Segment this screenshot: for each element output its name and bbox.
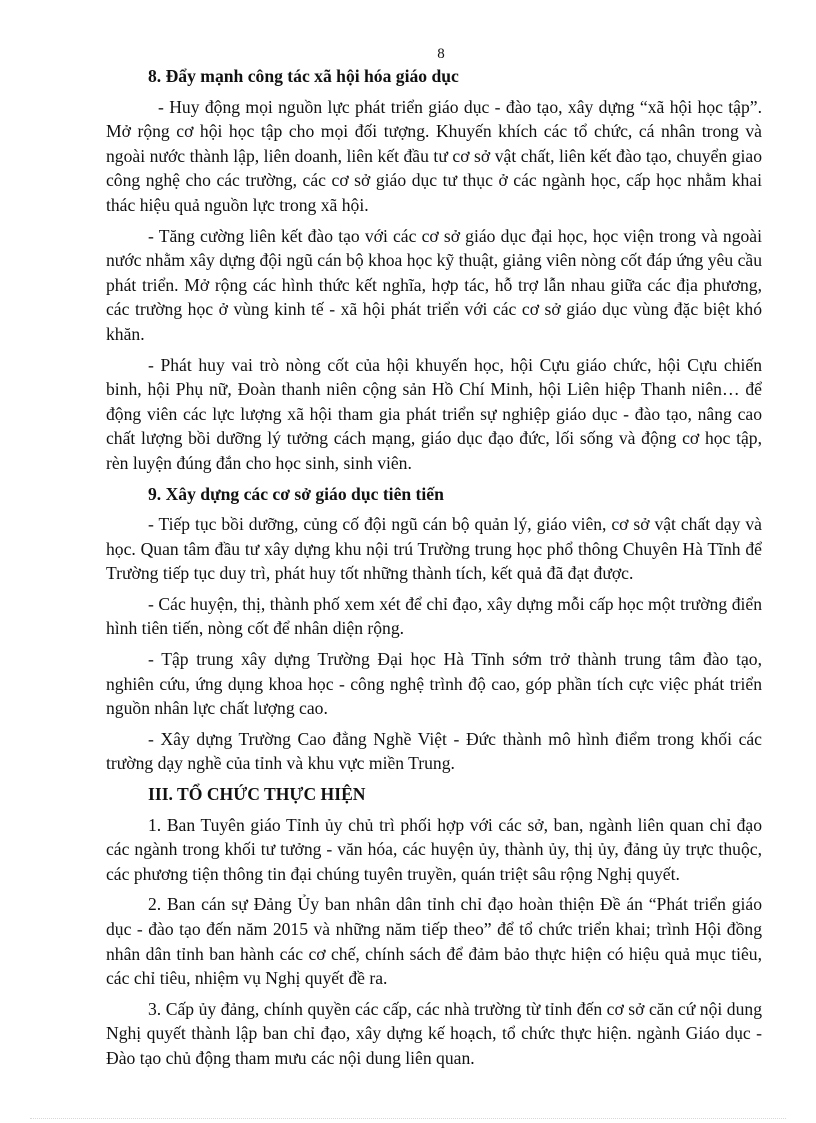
- paragraph: - Phát huy vai trò nòng cốt của hội khuyến học, hội Cựu giáo chức, hội Cựu chiến binh, hội Phụ nữ, Đoàn thanh niên cộng sản Hồ Chí Minh, hội Liên hiệp Thanh niên… để động viên các lực lượng xã hội tham gia phát triển sự nghiệp giáo dục - đào tạo, nâng cao chất lượng bồi dưỡng lý tưởng cách mạng, giáo dục đạo đức, lối sống và động cơ học tập, rèn luyện đúng đắn cho học sinh, sinh viên.: [106, 354, 762, 473]
- page-bottom-border: [30, 1118, 786, 1119]
- paragraph: 2. Ban cán sự Đảng Ủy ban nhân dân tỉnh chỉ đạo hoàn thiện Đề án “Phát triển giáo dục - đào tạo đến năm 2015 và những năm tiếp theo” để tổ chức triển khai; trình Hội đồng nhân dân tỉnh ban hành các cơ chế, chính sách để đảm bảo thực hiện có hiệu quả mục tiêu, các chỉ tiêu, nhiệm vụ Nghị quyết đề ra.: [106, 894, 762, 989]
- paragraph: - Các huyện, thị, thành phố xem xét để chỉ đạo, xây dựng mỗi cấp học một trường điển hình tiên tiến, nòng cốt để nhân diện rộng.: [106, 593, 762, 639]
- document-page: [106, 44, 762, 1077]
- paragraph: 3. Cấp ủy đảng, chính quyền các cấp, các nhà trường từ tỉnh đến cơ sở căn cứ nội dung Nghị quyết thành lập ban chỉ đạo, xây dựng kế hoạch, tổ chức thực hiện. ngành Giáo dục - Đào tạo chủ động tham mưu các nội dung liên quan.: [106, 998, 762, 1068]
- section-heading-advanced-schools: 9. Xây dựng các cơ sở giáo dục tiên tiến: [148, 483, 444, 504]
- paragraph: - Huy động mọi nguồn lực phát triển giáo dục - đào tạo, xây dựng “xã hội học tập”. Mở rộng cơ hội học tập cho mọi đối tượng. Khuyến khích các tổ chức, cá nhân trong và ngoài nước thành lập, liên doanh, liên kết đầu tư cơ sở vật chất, liên kết đào tạo, chuyển giao công nghệ cho các trường, các cơ sở giáo dục tư thục ở các ngành học, cấp học nhằm khai thác hiệu quả nguồn lực trong xã hội.: [106, 96, 762, 215]
- paragraph: - Tiếp tục bồi dưỡng, củng cố đội ngũ cán bộ quản lý, giáo viên, cơ sở vật chất dạy và học. Quan tâm đầu tư xây dựng khu nội trú Trường trung học phổ thông Chuyên Hà Tĩnh để Trường tiếp tục duy trì, phát huy tốt những thành tích, kết quả đã đạt được.: [106, 514, 762, 584]
- paragraph: - Tập trung xây dựng Trường Đại học Hà Tĩnh sớm trở thành trung tâm đào tạo, nghiên cứu, ứng dụng khoa học - công nghệ trình độ cao, góp phần tích cực việc phát triển nguồn nhân lực chất lượng cao.: [106, 649, 762, 719]
- paragraph: - Tăng cường liên kết đào tạo với các cơ sở giáo dục đại học, học viện trong và ngoài nước nhằm xây dựng đội ngũ cán bộ khoa học kỹ thuật, giảng viên nòng cốt đáp ứng yêu cầu phát triển. Mở rộng các hình thức kết nghĩa, hợp tác, hỗ trợ lẫn nhau giữa các địa phương, các trường học ở vùng kinh tế - xã hội phát triển với các cơ sở giáo dục vùng đặc biệt khó khăn.: [106, 225, 762, 344]
- paragraph: 1. Ban Tuyên giáo Tỉnh ủy chủ trì phối hợp với các sở, ban, ngành liên quan chỉ đạo các ngành trong khối tư tưởng - văn hóa, các huyện ủy, thành ủy, thị ủy, đảng ủy trực thuộc, các phương tiện thông tin đại chúng tuyên truyền, quán triệt sâu rộng Nghị quyết.: [106, 814, 762, 884]
- paragraph: - Xây dựng Trường Cao đẳng Nghề Việt - Đức thành mô hình điểm trong khối các trường dạy nghề của tỉnh và khu vực miền Trung.: [106, 728, 762, 774]
- section-heading-implementation: III. TỔ CHỨC THỰC HIỆN: [148, 784, 366, 805]
- page-number: 8: [437, 46, 445, 62]
- section-heading-social: 8. Đẩy mạnh công tác xã hội hóa giáo dục: [148, 66, 459, 86]
